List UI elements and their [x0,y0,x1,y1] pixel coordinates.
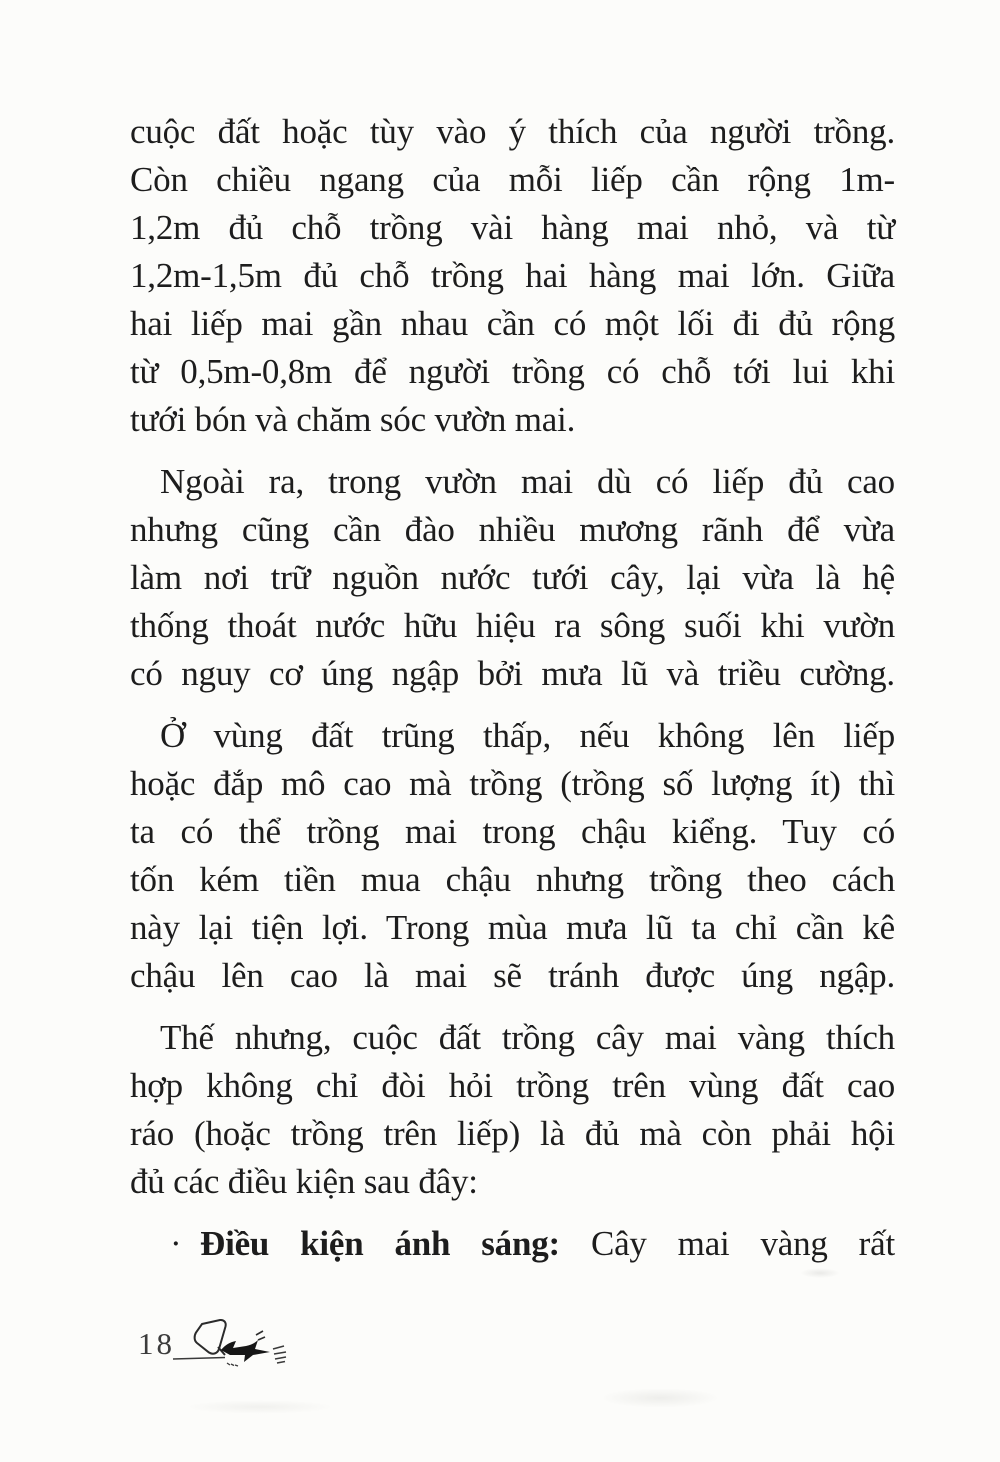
text-line: chậu lên cao là mai sẽ tránh được úng ngập. [130,956,895,995]
scan-smudge [185,1400,335,1414]
text-line: này lại tiện lợi. Trong mùa mưa lũ ta chỉ cần kê [130,908,895,947]
bird-and-leaf-vignette-icon [171,1318,295,1374]
text-line: Còn chiều ngang của mỗi liếp cần rộng 1m- [130,160,895,199]
text-line: hoặc đắp mô cao mà trồng (trồng số lượng ít) thì [130,764,895,803]
text-line: từ 0,5m-0,8m để người trồng có chỗ tới lui khi [130,352,895,391]
text-line: ráo (hoặc trồng trên liếp) là đủ mà còn phải hội [130,1114,895,1153]
bullet-dot-icon: · [170,1224,182,1263]
text-line: Ngoài ra, trong vườn mai dù có liếp đủ cao [160,462,895,501]
bullet-item-label: Điều kiện ánh sáng: [200,1224,560,1263]
paragraph-2 [130,458,895,698]
text-line: Ở vùng đất trũng thấp, nếu không lên liếp [160,716,895,755]
page-footer [138,1318,295,1378]
paragraph-1 [130,108,895,444]
paragraph-4 [130,1014,895,1206]
text-line: nhưng cũng cần đào nhiều mương rãnh để vừa [130,510,895,549]
text-line: làm nơi trữ nguồn nước tưới cây, lại vừa là hệ [130,558,895,597]
scan-smudge [600,1388,720,1408]
text-line: cuộc đất hoặc tùy vào ý thích của người trồng. [130,112,895,151]
bullet-item [130,1220,895,1268]
text-line: tốn kém tiền mua chậu nhưng trồng theo cách [130,860,895,899]
text-line: 1,2m đủ chỗ trồng vài hàng mai nhỏ, và từ [130,208,895,247]
page-number: 18 [138,1326,175,1361]
text-line: tưới bón và chăm sóc vườn mai. [130,400,576,439]
text-line: Thế nhưng, cuộc đất trồng cây mai vàng thích [160,1018,895,1057]
text-line: có nguy cơ úng ngập bởi mưa lũ và triều cường. [130,654,895,693]
text-line: đủ các điều kiện sau đây: [130,1162,478,1201]
bullet-list [130,1220,895,1268]
text-line: hai liếp mai gần nhau cần có một lối đi đủ rộng [130,304,895,343]
text-line: 1,2m-1,5m đủ chỗ trồng hai hàng mai lớn. Giữa [130,256,895,295]
text-line: thống thoát nước hữu hiệu ra sông suối khi vườn [130,606,895,645]
page-text [130,108,895,1282]
text-line: hợp không chỉ đòi hỏi trồng trên vùng đất cao [130,1066,895,1105]
text-line: ta có thể trồng mai trong chậu kiểng. Tuy có [130,812,895,851]
paragraph-3 [130,712,895,1000]
bullet-item-text: Cây mai vàng rất [590,1224,895,1263]
